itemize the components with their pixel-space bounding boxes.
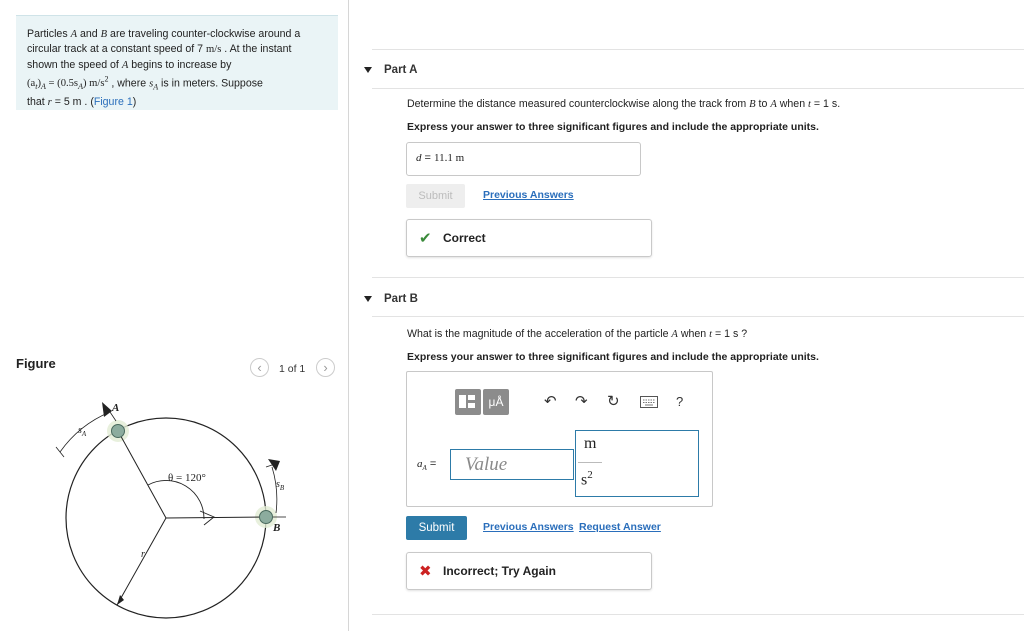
part-b-feedback-incorrect: ✖ Incorrect; Try Again	[406, 552, 652, 590]
chevron-right-icon: ›	[323, 360, 328, 375]
label-sb: $s_B$	[276, 479, 285, 492]
part-a-answer-value: 11.1 m	[434, 152, 465, 164]
templates-button[interactable]	[455, 389, 481, 415]
collapse-triangle-icon[interactable]	[364, 296, 372, 302]
label-sa: $s_A$	[78, 425, 87, 438]
figure-title: Figure	[16, 356, 56, 371]
request-answer-link[interactable]: Request Answer	[579, 521, 661, 533]
part-a-question: Determine the distance measured counterclockwise along the track from B to A when t = 1 s.	[407, 98, 841, 110]
unit-denominator: $s^2$	[581, 469, 593, 489]
divider	[372, 316, 1024, 317]
figure-link[interactable]: Figure 1	[93, 95, 133, 108]
part-b-answer-label: $a_A$ =	[417, 458, 437, 473]
next-figure-button[interactable]	[316, 358, 335, 377]
part-a-answer-box: d = 11.1 m	[406, 142, 641, 176]
left-panel	[0, 0, 349, 631]
part-b-question: What is the magnitude of the acceleration of the particle A when t = 1 s ?	[407, 328, 748, 340]
label-r: r	[141, 549, 145, 560]
part-a-header[interactable]: Part A	[384, 64, 417, 76]
value-input[interactable]: Value	[450, 449, 574, 480]
divider	[372, 277, 1024, 278]
particle-a	[112, 425, 125, 438]
undo-icon[interactable]: ↶	[544, 393, 557, 410]
part-b-submit-button[interactable]: Submit	[406, 516, 467, 540]
help-icon[interactable]: ?	[676, 394, 684, 409]
checkmark-icon: ✔	[419, 230, 432, 247]
label-a: A	[112, 402, 120, 414]
part-a-previous-answers-link[interactable]: Previous Answers	[483, 189, 574, 201]
redo-icon[interactable]: ↷	[575, 393, 588, 410]
units-button[interactable]	[483, 389, 509, 415]
units-input[interactable]	[575, 430, 699, 497]
reset-icon[interactable]: ↻	[607, 393, 620, 410]
part-a-submit-button[interactable]: Submit	[406, 184, 465, 208]
track-figure	[40, 395, 330, 631]
figure-pager: 1 of 1	[279, 363, 306, 375]
divider	[372, 614, 1024, 615]
collapse-triangle-icon[interactable]	[364, 67, 372, 73]
label-b: B	[273, 522, 281, 534]
unit-numerator: m	[584, 435, 597, 452]
units-icon: μÅ	[488, 395, 504, 409]
problem-statement: Particles A and B are traveling counter-clockwise around a circular track at a constant speed of 7 m/s . At the instant shown the speed of A begins to increase by $(a_t)_A = (0.5s_A)$ $m/s^2$ , where $s_A$ is in meters. Suppose that r = 5 m . (Figure 1)	[16, 15, 338, 110]
prev-figure-button[interactable]	[250, 358, 269, 377]
label-theta: θ = 120°	[168, 472, 206, 484]
right-panel	[350, 0, 1024, 631]
part-b-instruction: Express your answer to three significant figures and include the appropriate units.	[407, 351, 819, 363]
fraction-bar	[578, 462, 602, 463]
part-b-previous-answers-link[interactable]: Previous Answers	[483, 521, 574, 533]
part-a-feedback-correct: ✔ Correct	[406, 219, 652, 257]
chevron-left-icon: ‹	[257, 360, 262, 375]
answer-editor	[406, 371, 713, 507]
particle-b	[260, 511, 273, 524]
part-a-instruction: Express your answer to three significant figures and include the appropriate units.	[407, 121, 819, 133]
keyboard-icon[interactable]	[640, 396, 658, 408]
divider	[372, 49, 1024, 50]
divider	[372, 88, 1024, 89]
x-mark-icon: ✖	[419, 563, 432, 580]
templates-icon	[455, 389, 481, 415]
part-b-header[interactable]: Part B	[384, 293, 418, 305]
